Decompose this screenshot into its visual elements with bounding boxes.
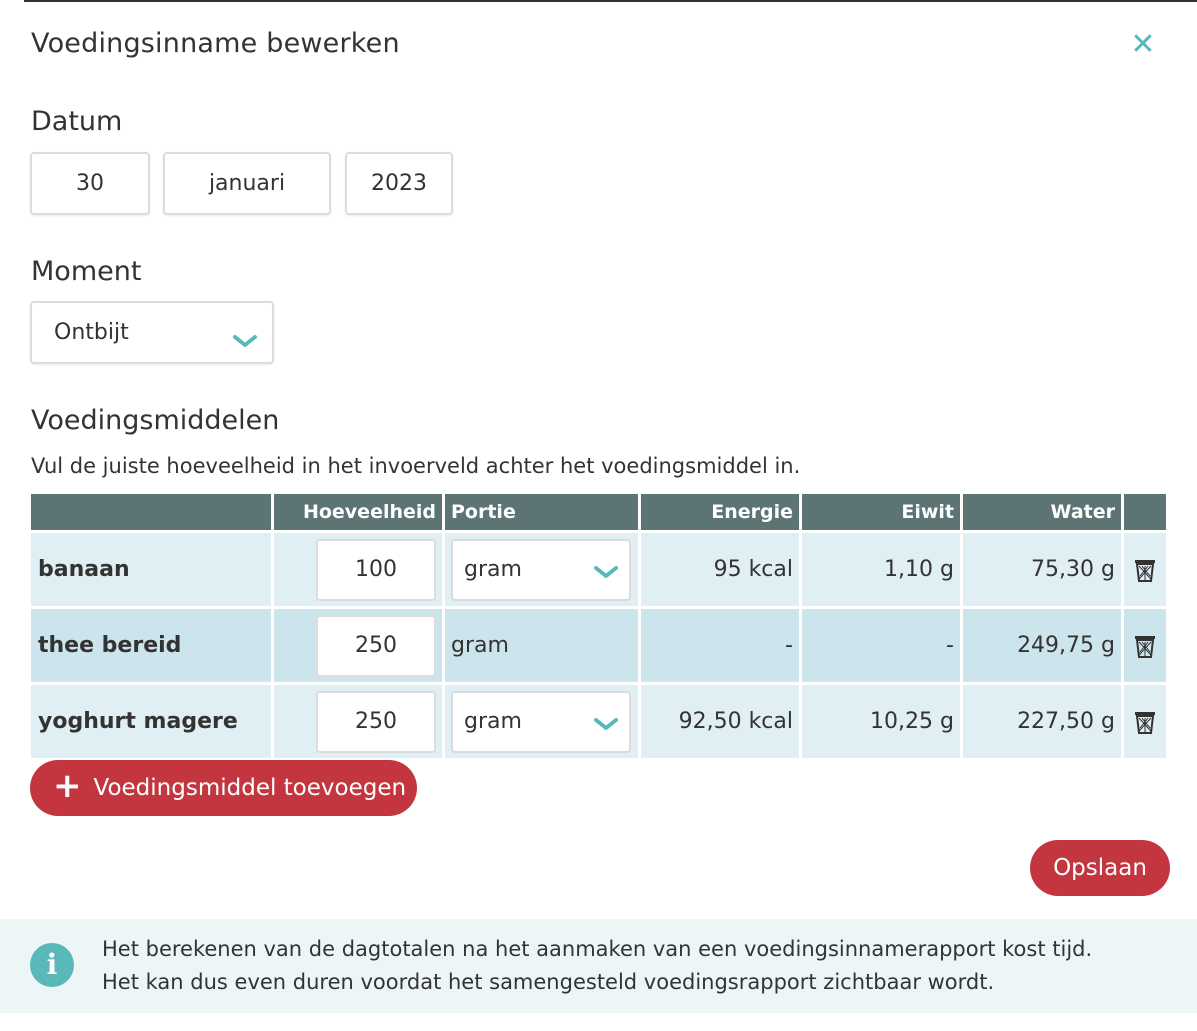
energy-value: 92,50 kcal <box>641 685 799 758</box>
food-name: thee bereid <box>31 609 271 682</box>
dialog-title: Voedingsinname bewerken <box>31 28 400 59</box>
col-water: Water <box>963 494 1121 530</box>
chevron-down-icon <box>593 716 619 732</box>
quantity-input[interactable]: 250 <box>316 615 436 677</box>
date-label: Datum <box>31 106 123 137</box>
water-value: 75,30 g <box>963 533 1121 606</box>
portion-text: gram <box>445 609 638 682</box>
moment-label: Moment <box>31 256 142 287</box>
col-actions <box>1124 494 1166 530</box>
energy-value: 95 kcal <box>641 533 799 606</box>
col-quantity: Hoeveelheid <box>274 494 442 530</box>
portion-select[interactable] <box>451 539 631 601</box>
protein-value: - <box>802 609 960 682</box>
table-row <box>31 609 1166 682</box>
year-field[interactable]: 2023 <box>345 152 453 215</box>
water-value: 227,50 g <box>963 685 1121 758</box>
col-name <box>31 494 271 530</box>
quantity-input[interactable]: 100 <box>316 539 436 601</box>
info-line-1: Het berekenen van de dagtotalen na het aanmaken van een voedingsinnamerapport kost tijd. <box>102 937 1093 961</box>
energy-value: - <box>641 609 799 682</box>
protein-value: 10,25 g <box>802 685 960 758</box>
table-row <box>31 685 1166 758</box>
info-text <box>102 933 1092 999</box>
plus-icon: + <box>53 766 82 806</box>
trash-icon[interactable] <box>1132 709 1158 735</box>
info-line-2: Het kan dus even duren voordat het samengesteld voedingsrapport zichtbaar wordt. <box>102 970 995 994</box>
actions-cell <box>1124 685 1166 758</box>
col-energy: Energie <box>641 494 799 530</box>
chevron-down-icon <box>232 333 258 349</box>
food-name: banaan <box>31 533 271 606</box>
portion-cell <box>445 685 638 758</box>
add-food-button[interactable] <box>30 760 417 816</box>
quantity-cell <box>274 609 442 682</box>
actions-cell <box>1124 609 1166 682</box>
quantity-cell <box>274 533 442 606</box>
day-field[interactable]: 30 <box>30 152 150 215</box>
foods-label: Voedingsmiddelen <box>31 405 280 436</box>
quantity-input[interactable]: 250 <box>316 691 436 753</box>
info-banner <box>0 919 1197 1013</box>
trash-icon[interactable] <box>1132 633 1158 659</box>
chevron-down-icon <box>593 564 619 580</box>
trash-icon[interactable] <box>1132 557 1158 583</box>
foods-description: Vul de juiste hoeveelheid in het invoerveld achter het voedingsmiddel in. <box>31 454 801 478</box>
portion-select[interactable] <box>451 691 631 753</box>
add-food-label: Voedingsmiddel toevoegen <box>93 775 407 801</box>
table-row <box>31 533 1166 606</box>
col-portion: Portie <box>445 494 638 530</box>
portion-cell <box>445 533 638 606</box>
portion-value: gram <box>464 556 522 582</box>
month-field[interactable]: januari <box>163 152 331 215</box>
quantity-cell <box>274 685 442 758</box>
save-button[interactable]: Opslaan <box>1030 840 1170 896</box>
moment-select[interactable] <box>30 301 274 364</box>
col-protein: Eiwit <box>802 494 960 530</box>
food-name: yoghurt magere <box>31 685 271 758</box>
close-icon[interactable]: ✕ <box>1130 27 1156 62</box>
water-value: 249,75 g <box>963 609 1121 682</box>
protein-value: 1,10 g <box>802 533 960 606</box>
portion-value: gram <box>464 708 522 734</box>
foods-table <box>28 491 1169 761</box>
actions-cell <box>1124 533 1166 606</box>
table-header-row <box>31 494 1166 530</box>
moment-value: Ontbijt <box>54 320 129 345</box>
info-icon: i <box>30 943 74 987</box>
top-border <box>0 0 1197 2</box>
